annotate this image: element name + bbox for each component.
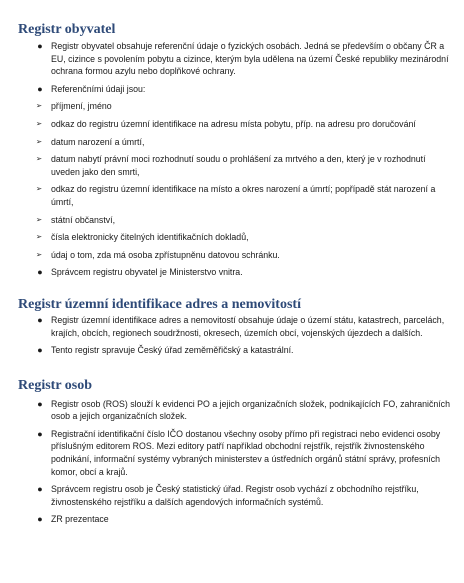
- list-item: ● Registrační identifikační číslo IČO dostanou všechny osoby přímo při registraci nebo evidenci osoby příslušným editorem ROS. Mezi editory patří například obchodní rejstřík, rejstřík živnostenského podnikání, informační systémy vybraných ministerstev a ústředních orgánů státní správy, profesních komor, obcí a krajů.: [18, 428, 454, 478]
- list-item: ● Tento registr spravuje Český úřad zeměměřičský a katastrální.: [18, 344, 454, 357]
- arrow-bullet-icon: ➢: [35, 214, 43, 224]
- list-item: ● Referenčními údaji jsou:: [18, 83, 454, 96]
- bullet-icon: ●: [37, 428, 43, 439]
- list-item: ➢ údaj o tom, zda má osoba zpřístupněnu datovou schránku.: [18, 249, 454, 262]
- list-item: ● Správcem registru obyvatel je Ministerstvo vnitra.: [18, 266, 454, 279]
- list-item: ➢ datum nabytí právní moci rozhodnutí soudu o prohlášení za mrtvého a den, který je v rozhodnutí uveden jako den smrti,: [18, 153, 454, 178]
- bullet-icon: ●: [37, 345, 43, 356]
- section-heading-registr-osob: Registr osob: [18, 377, 93, 393]
- bullet-icon: ●: [37, 267, 43, 278]
- section-list-registr-uzemni-identifikace: [18, 314, 454, 357]
- list-item: ● Správcem registru osob je Český statistický úřad. Registr osob vychází z obchodního rejstříku, živnostenského rejstříku a dalších agendových informačních systémů.: [18, 483, 454, 508]
- section-heading-registr-uzemni-identifikace: Registr územní identifikace adres a nemovitostí: [18, 296, 301, 312]
- list-item: ● ZR prezentace: [18, 513, 454, 526]
- list-item: ➢ datum narození a úmrtí,: [18, 136, 454, 149]
- bullet-icon: ●: [37, 83, 43, 94]
- arrow-bullet-icon: ➢: [35, 136, 43, 146]
- bullet-icon: ●: [37, 514, 43, 525]
- bullet-icon: ●: [37, 314, 43, 325]
- section-list-registr-obyvatel: [18, 40, 454, 279]
- section-heading-registr-obyvatel: Registr obyvatel: [18, 22, 116, 37]
- section-list-registr-osob: [18, 398, 454, 526]
- list-item: ● Registr obyvatel obsahuje referenční údaje o fyzických osobách. Jedná se především o občany ČR a EU, cizince s povolením pobytu a cizince, kterým byla udělena na území České republiky mezinárodní ochrana formou azylu nebo doplňkové ochrany.: [18, 40, 454, 78]
- arrow-bullet-icon: ➢: [35, 154, 43, 164]
- bullet-icon: ●: [37, 484, 43, 495]
- bullet-icon: ●: [37, 398, 43, 409]
- arrow-bullet-icon: ➢: [35, 249, 43, 259]
- list-item: ● Registr osob (ROS) slouží k evidenci PO a jejich organizačních složek, podnikajících FO, zahraničních osob a jejich organizačních složek.: [18, 398, 454, 423]
- list-item: ➢ příjmení, jméno: [18, 100, 454, 113]
- list-item: ➢ čísla elektronicky čitelných identifikačních dokladů,: [18, 231, 454, 244]
- arrow-bullet-icon: ➢: [35, 118, 43, 128]
- list-item: ➢ odkaz do registru územní identifikace na místo a okres narození a úmrtí; popřípadě stát narození a úmrtí,: [18, 183, 454, 208]
- list-item: ➢ odkaz do registru územní identifikace na adresu místa pobytu, příp. na adresu pro doručování: [18, 118, 454, 131]
- arrow-bullet-icon: ➢: [35, 101, 43, 111]
- bullet-icon: ●: [37, 41, 43, 51]
- arrow-bullet-icon: ➢: [35, 184, 43, 194]
- arrow-bullet-icon: ➢: [35, 232, 43, 242]
- list-item: ➢ státní občanství,: [18, 214, 454, 227]
- list-item: ● Registr územní identifikace adres a nemovitostí obsahuje údaje o území státu, katastrech, parcelách, krajích, obcích, regionech soudržnosti, okresech, územích obcí, vojenských újezdech a dalších.: [18, 314, 454, 339]
